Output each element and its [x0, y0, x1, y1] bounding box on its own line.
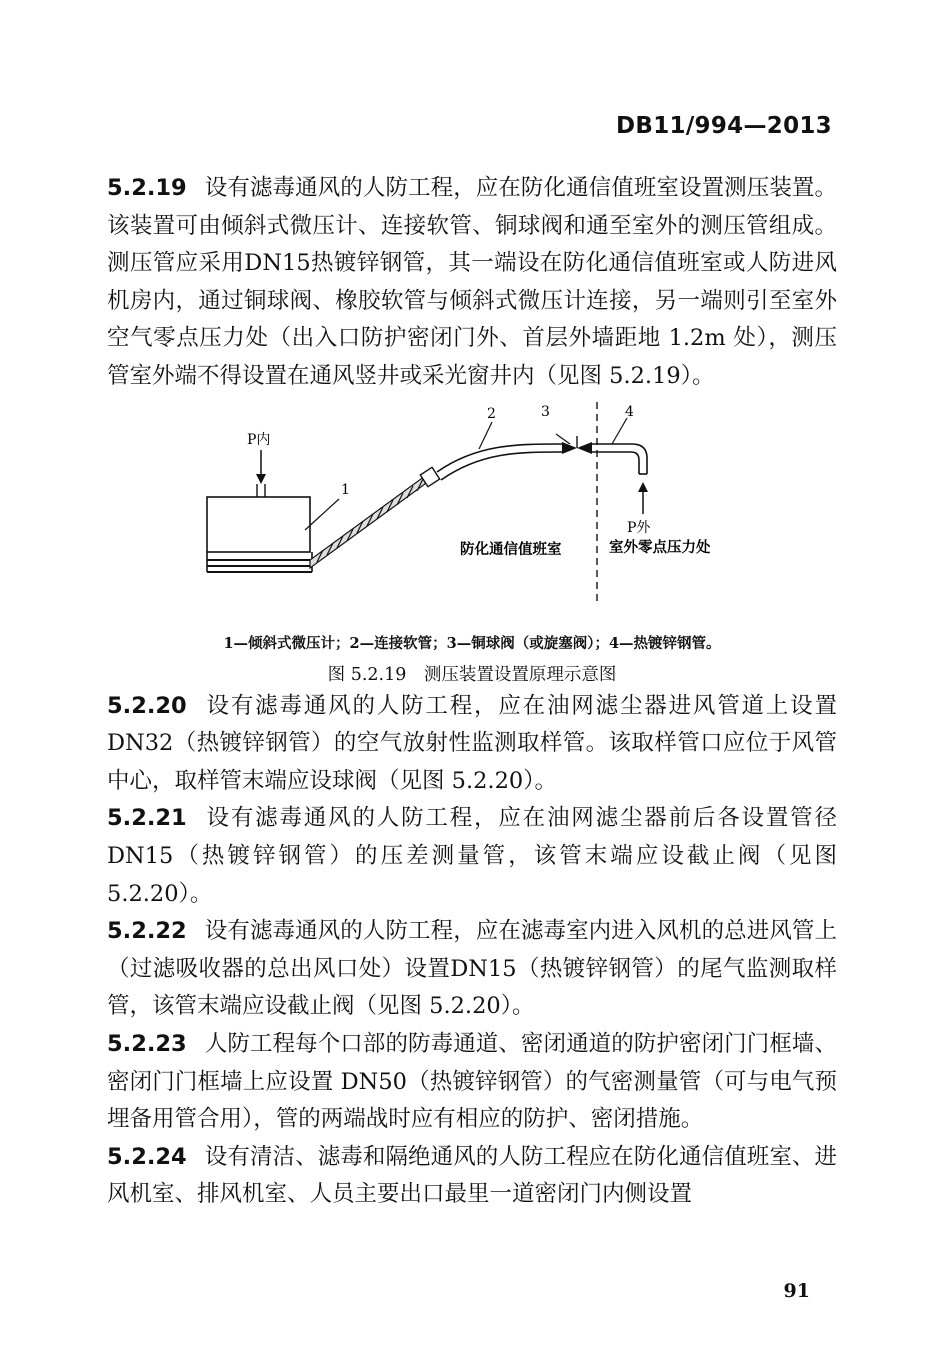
section-number: 5.2.23	[107, 1030, 187, 1057]
label-outdoor-zero-pressure: 室外零点压力处	[609, 538, 711, 556]
section-number: 5.2.19	[107, 175, 187, 201]
label-p-out: P外	[627, 519, 651, 536]
label-4: 4	[625, 403, 634, 420]
section-5-2-24	[107, 1139, 837, 1214]
section-number: 5.2.20	[107, 692, 187, 719]
section-5-2-23	[107, 1026, 837, 1139]
section-5-2-22	[107, 913, 837, 1026]
section-5-2-21	[107, 800, 837, 913]
connecting-hose	[437, 444, 562, 472]
document-body	[107, 170, 837, 1214]
section-text: 人防工程每个口部的防毒通道、密闭通道的防护密闭门门框墙、密闭门门框墙上应设置 DN50（热镀锌钢管）的气密测量管（可与电气预埋备用管合用），管的两端战时应有相应的防护、密闭措施。	[107, 1030, 837, 1133]
figure-legend: 1—倾斜式微压计；2—连接软管；3—铜球阀（或旋塞阀）；4—热镀锌钢管。	[223, 634, 721, 652]
label-duty-room: 防化通信值班室	[460, 540, 562, 558]
label-2: 2	[487, 405, 496, 422]
section-5-2-20	[107, 688, 837, 801]
label-1: 1	[341, 481, 350, 498]
pressure-measurement-diagram	[107, 402, 837, 632]
section-text: 设有清洁、滤毒和隔绝通风的人防工程应在防化通信值班室、进风机室、排风机室、人员主要出口最里一道密闭门内侧设置	[107, 1143, 837, 1208]
section-number: 5.2.21	[107, 805, 187, 832]
section-number: 5.2.24	[107, 1143, 187, 1170]
section-text: 设有滤毒通风的人防工程，应在防化通信值班室设置测压装置。该装置可由倾斜式微压计、连接软管、铜球阀和通至室外的测压管组成。测压管应采用DN15热镀锌钢管，其一端设在防化通信值班室或人防进风机房内，通过铜球阀、橡胶软管与倾斜式微压计连接，另一端则引至室外空气零点压力处（出入口防护密闭门外、首层外墙距地 1.2m 处），测压管室外端不得设置在通风竖井或采光窗井内（见图 5.2.19）。	[107, 175, 837, 389]
page-number: 91	[783, 1280, 810, 1302]
section-text: 设有滤毒通风的人防工程，应在油网滤尘器前后各设置管径DN15（热镀锌钢管）的压差测量管，该管末端应设截止阀（见图 5.2.20）。	[107, 805, 837, 907]
section-5-2-19	[107, 170, 837, 396]
label-3: 3	[541, 403, 550, 420]
section-text: 设有滤毒通风的人防工程，应在滤毒室内进入风机的总进风管上（过滤吸收器的总出风口处）设置DN15（热镀锌钢管）的尾气监测取样管，该管末端应设截止阀（见图 5.2.20）。	[107, 918, 837, 1020]
figure-5-2-19	[107, 402, 837, 632]
section-number: 5.2.22	[107, 918, 187, 945]
figure-caption: 图 5.2.19 测压装置设置原理示意图	[327, 664, 617, 685]
inclined-micromanometer	[207, 497, 310, 552]
section-text: 设有滤毒通风的人防工程，应在油网滤尘器进风管道上设置DN32（热镀锌钢管）的空气放射性监测取样管。该取样管口应位于风管中心，取样管末端应设球阀（见图 5.2.20）。	[107, 692, 837, 794]
label-p-in: P内	[247, 431, 271, 448]
standard-code: DB11/994—2013	[616, 113, 832, 139]
